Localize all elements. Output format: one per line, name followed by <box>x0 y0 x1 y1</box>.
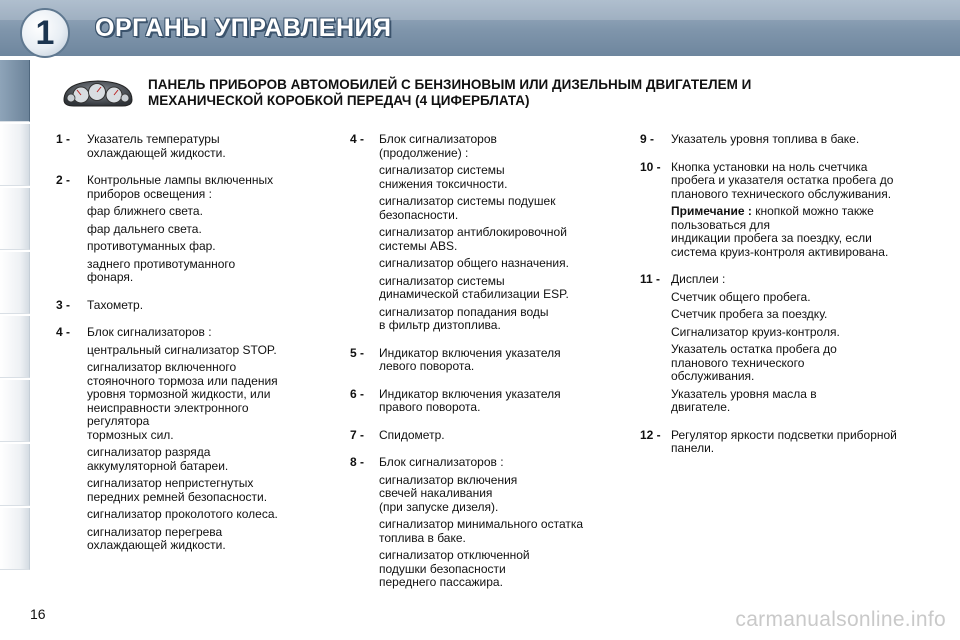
note-label: Примечание : <box>671 204 752 218</box>
item-number: 3 - <box>56 297 71 312</box>
item-text: сигнализатор непристегнутых передних ремней безопасности. <box>87 476 268 504</box>
item-text: противотуманных фар. <box>87 239 216 253</box>
item-text: фар дальнего света. <box>87 221 202 236</box>
chapter-tab-7[interactable] <box>0 444 30 506</box>
legend-item-11 <box>640 273 915 415</box>
item-text: Указатель уровня топлива в баке. <box>671 132 860 146</box>
subtitle-line-1: ПАНЕЛЬ ПРИБОРОВ АВТОМОБИЛЕЙ С БЕНЗИНОВЫМ ИЛИ ДИЗЕЛЬНЫМ ДВИГАТЕЛЕМ И <box>148 77 752 92</box>
item-text: Блок сигнализаторов : <box>379 455 504 469</box>
item-text: фар ближнего света. <box>87 204 203 218</box>
item-text: сигнализатор проколотого колеса. <box>87 507 278 521</box>
item-text: центральный сигнализатор STOP. <box>87 342 277 357</box>
item-text: сигнализатор включенного стояночного тормоза или падения уровня тормозной жидкости, или неисправности электронного регулятора тормозных сил. <box>87 360 278 442</box>
item-text: сигнализатор включения свечей накаливания (при запуске дизеля). <box>379 472 518 514</box>
chapter-tab-1[interactable] <box>0 60 30 122</box>
watermark: carmanualsonline.info <box>735 608 946 631</box>
chapter-tab-8[interactable] <box>0 508 30 570</box>
item-number: 8 - <box>350 455 365 469</box>
legend-item-7 <box>348 429 618 443</box>
item-text: сигнализатор попадания воды в фильтр дизтоплива. <box>379 304 549 332</box>
item-number: 2 - <box>56 173 71 187</box>
chapter-tab-3[interactable] <box>0 188 30 250</box>
item-text: Счетчик пробега за поездку. <box>671 307 828 321</box>
item-text: Тахометр. <box>87 297 144 312</box>
item-number: 9 - <box>640 132 655 146</box>
chapter-tabs <box>0 56 32 586</box>
legend-column-1 <box>56 133 306 557</box>
legend-item-1 <box>56 133 306 160</box>
chapter-tab-4[interactable] <box>0 252 30 314</box>
legend-column-3 <box>640 133 915 460</box>
legend-item-3 <box>56 299 306 313</box>
legend-item-4-continued <box>348 133 618 333</box>
item-text: Сигнализатор круиз-контроля. <box>671 324 840 339</box>
item-text: Счетчик общего пробега. <box>671 289 811 304</box>
chapter-tab-5[interactable] <box>0 316 30 378</box>
item-text: Регулятор яркости подсветки приборной панели. <box>671 427 897 455</box>
item-text: Контрольные лампы включенных приборов освещения : <box>87 173 274 201</box>
item-text: заднего противотуманного фонаря. <box>87 256 236 284</box>
item-number: 10 - <box>640 159 661 174</box>
item-text: Указатель уровня масла в двигателе. <box>671 386 817 414</box>
legend-item-12 <box>640 429 915 456</box>
item-text: Блок сигнализаторов (продолжение) : <box>379 132 497 160</box>
chapter-tab-6[interactable] <box>0 380 30 442</box>
instrument-panel-icon <box>60 78 136 108</box>
legend-item-9 <box>640 133 915 147</box>
legend-item-4 <box>56 326 306 553</box>
chapter-number-badge <box>20 8 70 58</box>
item-number: 5 - <box>350 345 365 360</box>
legend-column-2 <box>348 133 618 594</box>
item-number: 11 - <box>640 272 661 286</box>
legend-item-2 <box>56 174 306 285</box>
item-text: Дисплеи : <box>671 272 726 286</box>
item-text: Блок сигнализаторов : <box>87 325 212 339</box>
item-text: Указатель остатка пробега до планового технического обслуживания. <box>671 342 837 383</box>
item-text: сигнализатор системы динамической стабилизации ESP. <box>379 273 569 301</box>
item-text: сигнализатор разряда аккумуляторной батареи. <box>87 445 229 473</box>
section-title: ОРГАНЫ УПРАВЛЕНИЯ <box>95 14 392 42</box>
item-text: сигнализатор системы подушек безопасности. <box>379 194 556 222</box>
item-text: Индикатор включения указателя правого поворота. <box>379 386 561 414</box>
legend-item-8 <box>348 456 618 590</box>
subtitle-line-2: МЕХАНИЧЕСКОЙ КОРОБКОЙ ПЕРЕДАЧ (4 ЦИФЕРБЛАТА) <box>148 92 530 108</box>
item-text: Кнопка установки на ноль счетчика пробега и указателя остатка пробега до планового технического обслуживания. <box>671 159 894 201</box>
legend-item-5 <box>348 347 618 374</box>
legend-item-6 <box>348 388 618 415</box>
item-text: сигнализатор минимального остатка топлива в баке. <box>379 517 584 545</box>
note-text: кнопкой можно также пользоваться для индикации пробега за поездку, если система круиз-контроля активирована. <box>671 204 889 259</box>
page-number: 16 <box>30 606 46 622</box>
item-text: Спидометр. <box>379 427 445 442</box>
chapter-tab-2[interactable] <box>0 124 30 186</box>
item-text: Индикатор включения указателя левого поворота. <box>379 345 561 373</box>
item-text: сигнализатор отключенной подушки безопасности переднего пассажира. <box>379 548 530 589</box>
item-number: 1 - <box>56 132 71 146</box>
item-text: сигнализатор системы снижения токсичности. <box>379 163 508 191</box>
panel-subtitle <box>148 77 838 108</box>
item-text: Указатель температуры охлаждающей жидкости. <box>87 132 226 160</box>
item-text: сигнализатор антиблокировочной системы ABS. <box>379 225 567 253</box>
item-text: сигнализатор общего назначения. <box>379 256 569 270</box>
item-note <box>671 205 915 259</box>
item-number: 6 - <box>350 386 365 401</box>
item-number: 4 - <box>350 132 365 146</box>
legend-item-10 <box>640 161 915 260</box>
chapter-number: 1 <box>35 13 55 52</box>
item-number: 4 - <box>56 325 71 339</box>
item-text: сигнализатор перегрева охлаждающей жидкости. <box>87 524 226 552</box>
item-number: 12 - <box>640 427 661 442</box>
item-number: 7 - <box>350 427 365 442</box>
